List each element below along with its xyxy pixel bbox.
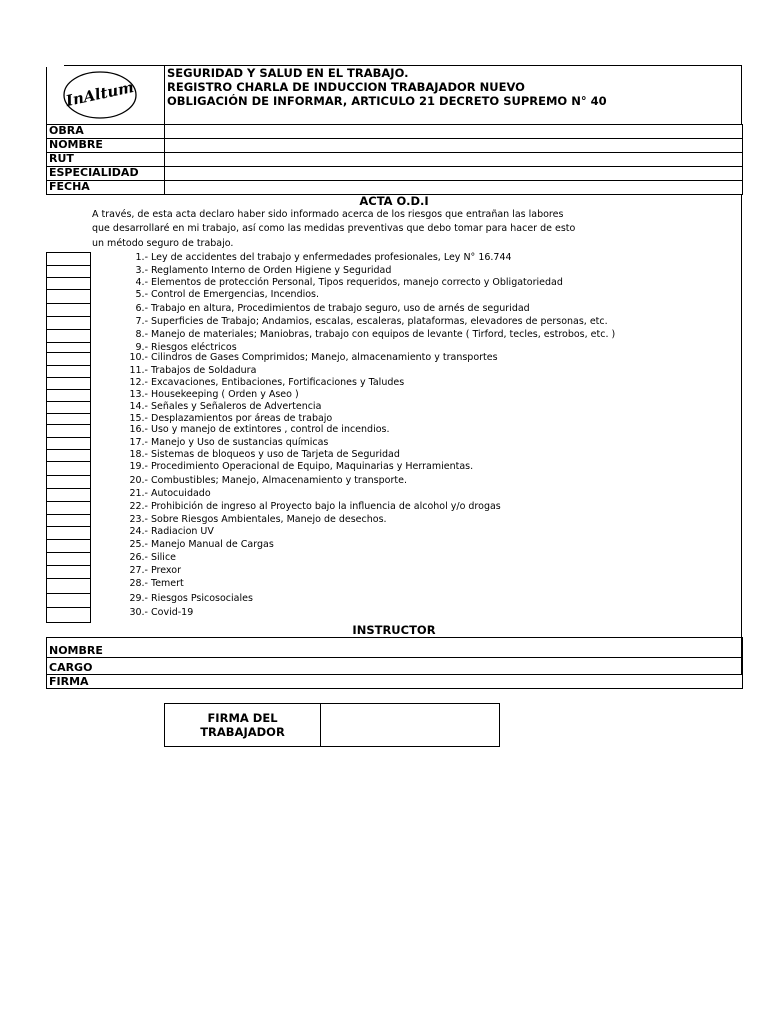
- signature-label-line2: TRABAJADOR: [200, 725, 285, 739]
- item-text: Procedimiento Operacional de Equipo, Maquinarias y Herramientas.: [151, 461, 474, 472]
- checkbox[interactable]: [46, 329, 91, 343]
- checklist-item: [120, 607, 193, 619]
- checklist-item: [120, 488, 211, 500]
- checkbox[interactable]: [46, 578, 91, 594]
- item-text: Riesgos Psicosociales: [151, 593, 253, 604]
- checklist-item: [120, 437, 328, 449]
- item-text: Ley de accidentes del trabajo y enfermedades profesionales, Ley N° 16.744: [151, 252, 512, 263]
- checklist-item: [120, 578, 184, 590]
- item-text: Trabajo en altura, Procedimientos de trabajo seguro, uso de arnés de seguridad: [151, 303, 530, 314]
- item-text: Uso y manejo de extintores , control de incendios.: [151, 424, 390, 435]
- header-title-1: SEGURIDAD Y SALUD EN EL TRABAJO.: [167, 66, 409, 80]
- item-number: 19.-: [129, 461, 148, 472]
- checklist-item: [120, 377, 404, 389]
- header-divider: [164, 65, 165, 124]
- checkbox[interactable]: [46, 424, 91, 438]
- logo-text: InAltum: [64, 78, 136, 110]
- item-text: Sistemas de bloqueos y uso de Tarjeta de Seguridad: [151, 449, 400, 460]
- checklist-item: [120, 252, 512, 264]
- item-number: 3.-: [135, 265, 148, 276]
- checklist-item: [120, 449, 400, 461]
- checkbox[interactable]: [46, 316, 91, 330]
- item-text: Radiacion UV: [151, 526, 214, 537]
- item-text: Reglamento Interno de Orden Higiene y Seguridad: [151, 265, 392, 276]
- checklist-item: [120, 565, 181, 577]
- item-text: Covid-19: [151, 607, 194, 618]
- item-number: 20.-: [129, 475, 148, 486]
- item-text: Sobre Riesgos Ambientales, Manejo de desechos.: [151, 514, 387, 525]
- checklist-item: [120, 329, 615, 341]
- item-text: Control de Emergencias, Incendios.: [151, 289, 320, 300]
- item-number: 25.-: [129, 539, 148, 550]
- field-value-input[interactable]: [164, 138, 743, 153]
- acta-intro-1: A través, de esta acta declaro haber sido informado acerca de los riesgos que entrañan las labores: [92, 209, 564, 220]
- item-text: Excavaciones, Entibaciones, Fortificaciones y Taludes: [151, 377, 405, 388]
- checkbox[interactable]: [46, 461, 91, 476]
- checkbox[interactable]: [46, 501, 91, 515]
- checklist-item: [120, 593, 253, 605]
- item-text: Riesgos eléctricos: [151, 342, 237, 353]
- checkbox[interactable]: [46, 475, 91, 489]
- field-label: FECHA: [49, 180, 90, 193]
- field-value-input[interactable]: [164, 124, 743, 139]
- item-text: Desplazamientos por áreas de trabajo: [151, 413, 333, 424]
- checklist-item: [120, 475, 407, 487]
- item-number: 10.-: [129, 352, 148, 363]
- item-text: Combustibles; Manejo, Almacenamiento y transporte.: [151, 475, 407, 486]
- instructor-label: NOMBRE: [49, 644, 103, 657]
- item-number: 8.-: [135, 329, 148, 340]
- item-number: 1.-: [135, 252, 148, 263]
- checkbox[interactable]: [46, 526, 91, 540]
- checkbox[interactable]: [46, 352, 91, 366]
- instructor-row-2[interactable]: [46, 674, 743, 689]
- item-text: Temert: [151, 578, 184, 589]
- item-number: 27.-: [129, 565, 148, 576]
- company-logo: [60, 69, 140, 121]
- checkbox[interactable]: [46, 607, 91, 623]
- item-text: Manejo Manual de Cargas: [151, 539, 274, 550]
- field-label: RUT: [49, 152, 74, 165]
- item-text: Elementos de protección Personal, Tipos requeridos, manejo correcto y Obligatoriedad: [151, 277, 563, 288]
- item-number: 28.-: [129, 578, 148, 589]
- item-number: 15.-: [129, 413, 148, 424]
- checklist-item: [120, 289, 319, 301]
- header-title-3: OBLIGACIÓN DE INFORMAR, ARTICULO 21 DECRETO SUPREMO N° 40: [167, 94, 607, 108]
- item-number: 24.-: [129, 526, 148, 537]
- item-number: 21.-: [129, 488, 148, 499]
- checklist-right-border: [741, 194, 742, 636]
- field-label: OBRA: [49, 124, 84, 137]
- field-label: NOMBRE: [49, 138, 103, 151]
- item-number: 7.-: [135, 316, 148, 327]
- item-text: Prexor: [151, 565, 181, 576]
- item-number: 4.-: [135, 277, 148, 288]
- item-number: 29.-: [129, 593, 148, 604]
- item-number: 16.-: [129, 424, 148, 435]
- item-number: 23.-: [129, 514, 148, 525]
- checklist-item: [120, 539, 274, 551]
- field-value-input[interactable]: [164, 152, 743, 167]
- checklist-item: [120, 365, 256, 377]
- item-text: Prohibición de ingreso al Proyecto bajo la influencia de alcohol y/o drogas: [151, 501, 501, 512]
- item-number: 6.-: [135, 303, 148, 314]
- checkbox[interactable]: [46, 488, 91, 502]
- checkbox[interactable]: [46, 289, 91, 304]
- instructor-row-0[interactable]: [46, 637, 743, 658]
- checkbox[interactable]: [46, 303, 91, 317]
- checklist-item: [120, 424, 390, 436]
- header-border-right: [741, 65, 742, 124]
- item-text: Silice: [151, 552, 177, 563]
- item-text: Autocuidado: [151, 488, 211, 499]
- checkbox[interactable]: [46, 552, 91, 566]
- instructor-right-border: [741, 622, 742, 674]
- field-label: ESPECIALIDAD: [49, 166, 139, 179]
- item-text: Cilindros de Gases Comprimidos; Manejo, almacenamiento y transportes: [151, 352, 498, 363]
- item-number: 12.-: [129, 377, 148, 388]
- item-text: Manejo y Uso de sustancias químicas: [151, 437, 329, 448]
- checklist-item: [120, 514, 387, 526]
- item-number: 11.-: [129, 365, 148, 376]
- checkbox[interactable]: [46, 252, 91, 266]
- item-text: Manejo de materiales; Maniobras, trabajo con equipos de levante ( Tirford, tecles, estrobos, etc. ): [151, 329, 616, 340]
- worker-signature-field[interactable]: [321, 704, 499, 746]
- item-number: 17.-: [129, 437, 148, 448]
- checkbox[interactable]: [46, 539, 91, 553]
- acta-intro-2: que desarrollaré en mi trabajo, así como las medidas preventivas que debo tomar para hacer de esto: [92, 223, 576, 234]
- item-number: 9.-: [135, 342, 148, 353]
- item-text: Trabajos de Soldadura: [151, 365, 257, 376]
- header-border-left: [46, 67, 47, 124]
- checklist-item: [120, 389, 299, 401]
- field-value-input[interactable]: [164, 180, 743, 195]
- acta-title: ACTA O.D.I: [359, 194, 429, 208]
- checkbox[interactable]: [46, 565, 91, 579]
- item-text: Señales y Señaleros de Advertencia: [151, 401, 322, 412]
- instructor-title: INSTRUCTOR: [352, 623, 436, 637]
- item-number: 5.-: [135, 289, 148, 300]
- item-number: 14.-: [129, 401, 148, 412]
- signature-label-line1: FIRMA DEL: [207, 711, 278, 725]
- checklist-item: [120, 316, 608, 328]
- checklist-item: [120, 303, 530, 315]
- item-text: Superficies de Trabajo; Andamios, escalas, escaleras, plataformas, elevadores de personas, etc.: [151, 316, 608, 327]
- item-number: 26.-: [129, 552, 148, 563]
- checkbox[interactable]: [46, 593, 91, 608]
- instructor-label: CARGO: [49, 661, 93, 674]
- checklist-item: [120, 352, 498, 364]
- item-number: 18.-: [129, 449, 148, 460]
- item-number: 22.-: [129, 501, 148, 512]
- item-text: Housekeeping ( Orden y Aseo ): [151, 389, 299, 400]
- signature-label: [165, 711, 320, 739]
- checklist-item: [120, 461, 473, 473]
- acta-intro-3: un método seguro de trabajo.: [92, 238, 234, 249]
- checklist-item: [120, 501, 501, 513]
- field-value-input[interactable]: [164, 166, 743, 181]
- instructor-row-1[interactable]: [46, 657, 743, 675]
- header-title-2: REGISTRO CHARLA DE INDUCCION TRABAJADOR NUEVO: [167, 80, 525, 94]
- checklist-item: [120, 265, 391, 277]
- checklist-item: [120, 401, 321, 413]
- item-number: 30.-: [129, 607, 148, 618]
- checklist-item: [120, 277, 563, 289]
- checklist-item: [120, 526, 214, 538]
- instructor-label: FIRMA: [49, 675, 89, 688]
- item-number: 13.-: [129, 389, 148, 400]
- checklist-item: [120, 552, 176, 564]
